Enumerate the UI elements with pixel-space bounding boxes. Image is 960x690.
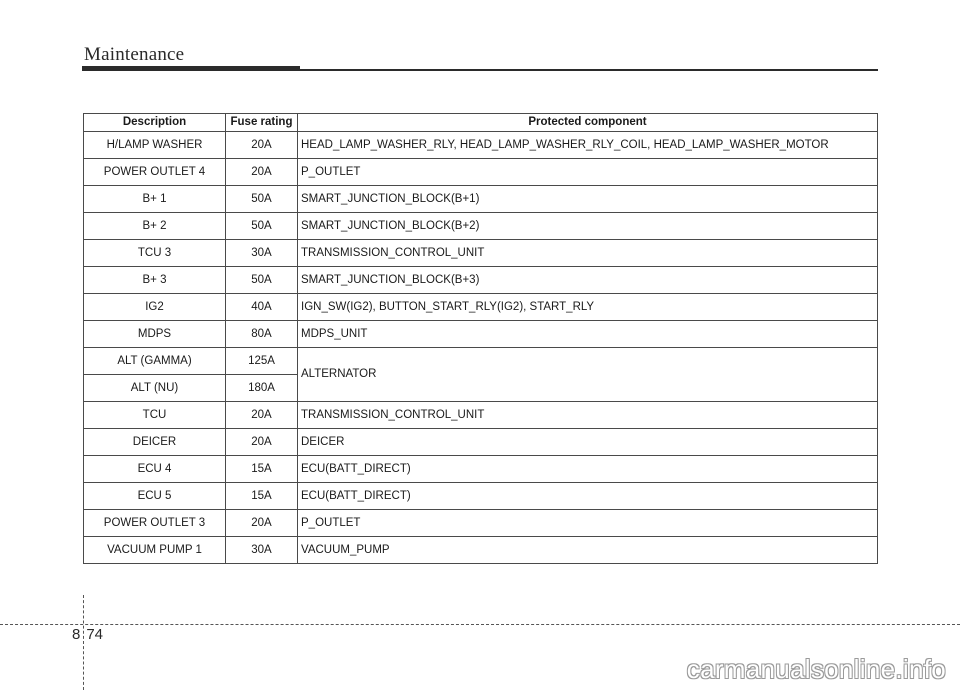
table-row <box>84 537 878 564</box>
cell-description: TCU <box>84 402 226 429</box>
table-row <box>84 429 878 456</box>
fuse-table <box>83 113 878 564</box>
page-number <box>72 626 103 643</box>
table-row <box>84 132 878 159</box>
table-row <box>84 240 878 267</box>
cell-rating: 30A <box>226 537 298 564</box>
cell-rating: 50A <box>226 186 298 213</box>
cell-rating: 20A <box>226 132 298 159</box>
cell-rating: 40A <box>226 294 298 321</box>
cell-rating: 15A <box>226 456 298 483</box>
cell-rating: 180A <box>226 375 298 402</box>
cell-component: TRANSMISSION_CONTROL_UNIT <box>298 240 878 267</box>
table-row <box>84 186 878 213</box>
table-row <box>84 321 878 348</box>
cell-description: ECU 5 <box>84 483 226 510</box>
cell-description: DEICER <box>84 429 226 456</box>
footer-crop-line-horizontal <box>0 624 960 625</box>
cell-component: P_OUTLET <box>298 159 878 186</box>
table-row <box>84 510 878 537</box>
cell-description: ALT (NU) <box>84 375 226 402</box>
cell-rating: 15A <box>226 483 298 510</box>
cell-rating: 20A <box>226 429 298 456</box>
cell-description: ECU 4 <box>84 456 226 483</box>
table-row <box>84 456 878 483</box>
cell-description: B+ 2 <box>84 213 226 240</box>
cell-component: MDPS_UNIT <box>298 321 878 348</box>
cell-rating: 20A <box>226 402 298 429</box>
cell-description: POWER OUTLET 3 <box>84 510 226 537</box>
cell-component: SMART_JUNCTION_BLOCK(B+2) <box>298 213 878 240</box>
table-row <box>84 267 878 294</box>
cell-rating: 50A <box>226 267 298 294</box>
column-header-description: Description <box>84 114 226 132</box>
cell-description: B+ 3 <box>84 267 226 294</box>
cell-description: IG2 <box>84 294 226 321</box>
cell-component: TRANSMISSION_CONTROL_UNIT <box>298 402 878 429</box>
table-row <box>84 294 878 321</box>
cell-component: P_OUTLET <box>298 510 878 537</box>
table-row <box>84 159 878 186</box>
cell-rating: 20A <box>226 159 298 186</box>
cell-description: H/LAMP WASHER <box>84 132 226 159</box>
column-header-protected-component: Protected component <box>298 114 878 132</box>
cell-rating: 20A <box>226 510 298 537</box>
cell-description: MDPS <box>84 321 226 348</box>
header-rule-thick <box>82 66 300 71</box>
page-number-value: 74 <box>86 626 104 643</box>
section-number: 8 <box>72 626 81 643</box>
cell-rating: 80A <box>226 321 298 348</box>
cell-component: SMART_JUNCTION_BLOCK(B+3) <box>298 267 878 294</box>
page-title: Maintenance <box>84 44 185 65</box>
column-header-fuse-rating: Fuse rating <box>226 114 298 132</box>
cell-component: HEAD_LAMP_WASHER_RLY, HEAD_LAMP_WASHER_RLY_COIL, HEAD_LAMP_WASHER_MOTOR <box>298 132 878 159</box>
cell-component: VACUUM_PUMP <box>298 537 878 564</box>
cell-component: ALTERNATOR <box>298 348 878 402</box>
cell-rating: 125A <box>226 348 298 375</box>
cell-rating: 50A <box>226 213 298 240</box>
cell-component: SMART_JUNCTION_BLOCK(B+1) <box>298 186 878 213</box>
cell-component: IGN_SW(IG2), BUTTON_START_RLY(IG2), START_RLY <box>298 294 878 321</box>
table-row <box>84 402 878 429</box>
table-row <box>84 483 878 510</box>
watermark-text: carmanualsonline.info <box>686 654 946 684</box>
cell-description: VACUUM PUMP 1 <box>84 537 226 564</box>
cell-description: TCU 3 <box>84 240 226 267</box>
cell-description: B+ 1 <box>84 186 226 213</box>
cell-description: ALT (GAMMA) <box>84 348 226 375</box>
cell-component: ECU(BATT_DIRECT) <box>298 456 878 483</box>
table-header-row <box>84 114 878 132</box>
table-row <box>84 348 878 375</box>
cell-description: POWER OUTLET 4 <box>84 159 226 186</box>
header-rule-thin <box>300 69 878 71</box>
cell-rating: 30A <box>226 240 298 267</box>
cell-component: ECU(BATT_DIRECT) <box>298 483 878 510</box>
cell-component: DEICER <box>298 429 878 456</box>
table-row <box>84 213 878 240</box>
